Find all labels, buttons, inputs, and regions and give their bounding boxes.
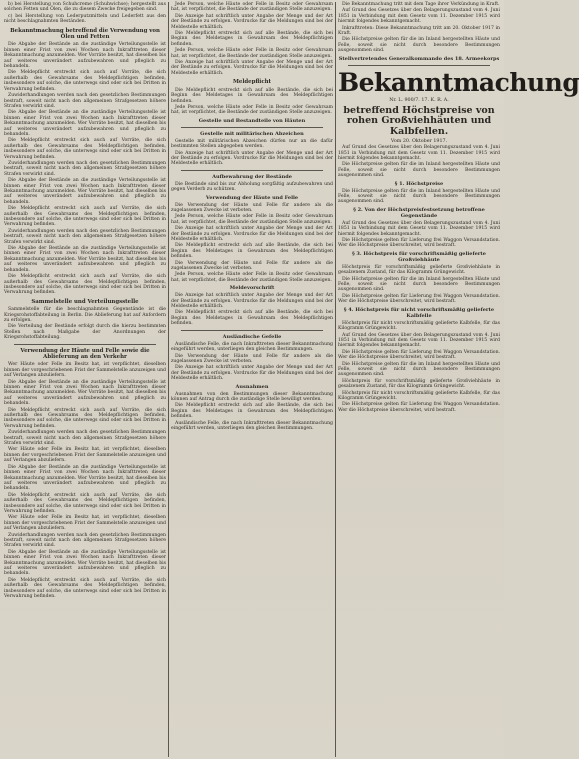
paragraph: Gestelle mit militärischen Abzeichen dürfen nur an die dafür bestimmten Stellen abgegeben werden. <box>171 138 333 150</box>
paragraph: Zuwiderhandlungen werden nach den gesetzlichen Bestimmungen bestraft, soweit nicht nach den allgemeinen Strafgesetzen höhere Strafen verwirkt sind. <box>4 160 166 177</box>
signature-line: Stellvertretendes Generalkommando des 18. Armeekorps <box>338 55 500 62</box>
paragraph: Die Höchstpreise gelten für die im Inland hergestellten Häute und Felle, soweit sie nicht durch besondere Bestimmungen ausgenommen sind. <box>338 361 500 378</box>
paragraph: Die Meldepflicht erstreckt sich auch auf Vorräte, die sich außerhalb des Gewahrsams des Meldepflichtigen befinden, insbesondere auf solche, die unterwegs sind oder sich bei Dritten in Verwahrung befinden. <box>4 577 166 600</box>
paragraph: Die Höchstpreise gelten für die im Inland hergestellten Häute und Felle, soweit sie nicht durch besondere Bestimmungen ausgenommen sind. <box>338 276 500 293</box>
paragraph: Die Anzeige hat schriftlich unter Angabe der Menge und der Art der Bestände zu erfolgen. Vordrucke für die Meldungen sind bei der Meldestelle erhältlich. <box>171 365 333 382</box>
divider <box>14 344 156 345</box>
paragraph: Die Abgabe der Bestände an die zuständige Verteilungsstelle ist binnen einer Frist von zwei Wochen nach Inkrafttreten dieser Bekanntmachung anzumelden. Wer Vorräte besitzt, hat dieselben bis auf weiteres unverändert aufzubewahren und pfleglich zu behandeln. <box>4 110 166 137</box>
paragraph: Jede Person, welche Häute oder Felle in Besitz oder Gewahrsam hat, ist verpflichtet, die Bestände der zuständigen Stelle anzuzeigen. <box>171 272 333 283</box>
paragraph: Die Meldepflicht erstreckt sich auch auf Vorräte, die sich außerhalb des Gewahrsams des Meldepflichtigen befinden, insbesondere auf solche, die unterwegs sind oder sich bei Dritten in Verwahrung befinden. <box>4 70 166 92</box>
right-column <box>338 2 579 757</box>
paragraph: Die Höchstpreise gelten für die im Inland hergestellten Häute und Felle, soweit sie nicht durch besondere Bestimmungen ausgenommen sind. <box>338 162 500 179</box>
paragraph: Die Verwendung der Häute und Felle für andere als die zugelassenen Zwecke ist verboten. <box>171 353 333 364</box>
left-column <box>4 2 166 757</box>
announcement-number: Nr. L. 900/7. 17. K. R. A. <box>389 97 449 103</box>
section-heading: Verwendung der Häute und Felle <box>205 194 299 201</box>
paragraph: Die Meldepflicht erstreckt sich auch auf Vorräte, die sich außerhalb des Gewahrsams des Meldepflichtigen befinden, insbesondere auf solche, die unterwegs sind oder sich bei Dritten in Verwahrung befinden. <box>4 274 166 296</box>
paragraph: Die Meldepflicht erstreckt sich auf alle Bestände, die sich bei Beginn des Meldetages in Gewahrsam des Meldepflichtigen befinden. <box>171 310 333 327</box>
paragraph: Auf Grund des Gesetzes über den Belagerungszustand vom 4. Juni 1851 in Verbindung mit dem Gesetz vom 11. Dezember 1915 wird hiermit folgendes bekanntgemacht. <box>338 220 500 237</box>
paragraph: Jede Person, welche Häute oder Felle in Besitz oder Gewahrsam hat, ist verpflichtet, die Bestände der zuständigen Stelle anzuzeigen. <box>171 104 333 116</box>
announcement-subtitle: betreffend Höchstpreise von rohen Großviehhäuten und Kalbfellen. <box>343 104 495 137</box>
paragraph: Die Abgabe der Bestände an die zuständige Verteilungsstelle ist binnen einer Frist von zwei Wochen nach Inkrafttreten dieser Bekanntmachung anzumelden. Wer Vorräte besitzt, hat dieselben bis auf weiteres unverändert aufzubewahren und pfleglich zu behandeln. <box>4 379 166 407</box>
paragraph: Höchstpreis für vorschriftsmäßig gelieferte Großviehhäute in gesalzenem Zustand, für das Kilogramm Grüngewicht. <box>338 378 500 390</box>
paragraph: Die Verwendung der Häute und Felle für andere als die zugelassenen Zwecke ist verboten. <box>171 202 333 213</box>
paragraph: Die Höchstpreise gelten für Lieferung frei Waggon Versandstation. Wer die Höchstpreise überschreitet, wird bestraft. <box>338 238 500 249</box>
section-heading: Meldevorschrift <box>229 285 275 292</box>
divider <box>348 65 490 66</box>
section-heading: Ausnahmen <box>235 383 269 390</box>
paragraph: Die Höchstpreise gelten für Lieferung frei Waggon Versandstation. Wer die Höchstpreise überschreitet, wird bestraft. <box>338 402 500 413</box>
paragraph: Sammelstelle für die beschlagnahmten Gegenstände ist die Kriegsrohstoffabteilung in Berlin. Die Ablieferung hat auf Anfordern zu erfolgen. <box>4 307 166 323</box>
paragraph: Die Verteilung der Bestände erfolgt durch die hierzu bestimmten Stellen nach Maßgabe der Anordnungen der Kriegsrohstoffabteilung. <box>4 324 166 341</box>
paragraph: Jede Person, welche Häute oder Felle in Besitz oder Gewahrsam hat, ist verpflichtet, die Bestände der zuständigen Stelle anzuzeigen. <box>171 214 333 225</box>
section-heading: Gestelle mit militärischen Abzeichen <box>200 130 304 137</box>
paragraph: c) bei Herstellung von Lederputzmitteln und Lederfett aus den nicht beschlagnahmten Beständen. <box>4 13 166 25</box>
paragraph: Die Meldepflicht erstreckt sich auf alle Bestände, die sich bei Beginn des Meldetages in Gewahrsam des Meldepflichtigen befinden. <box>171 87 333 104</box>
paragraph: Wer Häute oder Felle im Besitz hat, ist verpflichtet, dieselben binnen der vorgeschriebenen Frist der Sammelstelle anzuzeigen und auf Verlangen abzuliefern. <box>4 515 166 532</box>
section-heading: Verwendung der Häute und Felle sowie die Ablieferung an den Verkehr <box>20 347 150 360</box>
announcement-title: Bekanntmachung <box>338 67 579 97</box>
paragraph: Die Bestände sind bis zur Abholung sorgfältig aufzubewahren und gegen Verderb zu schützen. <box>171 181 333 193</box>
divider <box>181 330 323 331</box>
section-heading: § 2. Von der Höchstpreisfestsetzung betroffene Gegenstände <box>353 206 485 219</box>
paragraph: Höchstpreis für nicht vorschriftsmäßig gelieferte Kalbfelle, für das Kilogramm Grüngewicht. <box>338 390 500 401</box>
paragraph: Inkrafttreten: Diese Bekanntmachung tritt am 20. Oktober 1917 in Kraft. <box>338 25 500 37</box>
section-heading: § 3. Höchstpreis für vorschriftsmäßig gelieferte Großviehhäute <box>352 250 486 263</box>
paragraph: Zuwiderhandlungen werden nach den gesetzlichen Bestimmungen bestraft, soweit nicht nach den allgemeinen Strafgesetzen höhere Strafen verwirkt sind. <box>4 93 166 109</box>
section-heading: Sammelstelle und Verteilungsstelle <box>31 298 139 305</box>
paragraph: Die Abgabe der Bestände an die zuständige Verteilungsstelle ist binnen einer Frist von zwei Wochen nach Inkrafttreten dieser Bekanntmachung anzumelden. Wer Vorräte besitzt, hat dieselben bis auf weiteres unverändert aufzubewahren und pfleglich zu behandeln. <box>4 549 166 577</box>
divider <box>181 127 323 128</box>
paragraph: Ausländische Felle, die nach Inkrafttreten dieser Bekanntmachung eingeführt werden, unterliegen den gleichen Bestimmungen. <box>171 420 333 431</box>
section-heading: Aufbewahrung der Bestände <box>212 173 292 180</box>
paragraph: Die Anzeige hat schriftlich unter Angabe der Menge und der Art der Bestände zu erfolgen. Vordrucke für die Meldungen sind bei der Meldestelle erhältlich. <box>171 13 333 30</box>
paragraph: Jede Person, welche Häute oder Felle in Besitz oder Gewahrsam hat, ist verpflichtet, die Bestände der zuständigen Stelle anzuzeigen. <box>171 48 333 59</box>
paragraph: Die Anzeige hat schriftlich unter Angabe der Menge und der Art der Bestände zu erfolgen. Vordrucke für die Meldungen sind bei der Meldestelle erhältlich. <box>171 150 333 167</box>
section-heading: § 1. Höchstpreise <box>394 180 444 187</box>
section-heading: Meldepflicht <box>232 79 272 86</box>
paragraph: Höchstpreis für vorschriftsmäßig gelieferte Großviehhäute in gesalzenem Zustand, für das Kilogramm Grüngewicht. <box>338 264 500 276</box>
paragraph: Die Meldepflicht erstreckt sich auf alle Bestände, die sich bei Beginn des Meldetages in Gewahrsam des Meldepflichtigen befinden. <box>171 243 333 260</box>
paragraph: Zuwiderhandlungen werden nach den gesetzlichen Bestimmungen bestraft, soweit nicht nach den allgemeinen Strafgesetzen höhere Strafen verwirkt sind. <box>4 532 166 549</box>
section-heading: Gestelle und Bestandteile von Häuten <box>198 117 306 124</box>
paragraph: Die Höchstpreise gelten für Lieferung frei Waggon Versandstation. Wer die Höchstpreise überschreitet, wird bestraft. <box>338 349 500 361</box>
paragraph: Zuwiderhandlungen werden nach den gesetzlichen Bestimmungen bestraft, soweit nicht nach den allgemeinen Strafgesetzen höhere Strafen verwirkt sind. <box>4 228 166 245</box>
column-divider <box>335 2 336 757</box>
paragraph: Die Anzeige hat schriftlich unter Angabe der Menge und der Art der Bestände zu erfolgen. Vordrucke für die Meldungen sind bei der Meldestelle erhältlich. <box>171 60 333 76</box>
paragraph: Die Höchstpreise gelten für Lieferung frei Waggon Versandstation. Wer die Höchstpreise überschreitet, wird bestraft. <box>338 293 500 305</box>
middle-column <box>171 2 333 757</box>
paragraph: Die Meldepflicht erstreckt sich auch auf Vorräte, die sich außerhalb des Gewahrsams des Meldepflichtigen befinden, insbesondere auf solche, die unterwegs sind oder sich bei Dritten in Verwahrung befinden. <box>4 407 166 429</box>
paragraph: Wer Häute oder Felle im Besitz hat, ist verpflichtet, dieselben binnen der vorgeschriebenen Frist der Sammelstelle anzuzeigen und auf Verlangen abzuliefern. <box>4 362 166 379</box>
paragraph: Die Abgabe der Bestände an die zuständige Verteilungsstelle ist binnen einer Frist von zwei Wochen nach Inkrafttreten dieser Bekanntmachung anzumelden. Wer Vorräte besitzt, hat dieselben bis auf weiteres unverändert aufzubewahren und pfleglich zu behandeln. <box>4 464 166 492</box>
paragraph: Die Meldepflicht erstreckt sich auch auf Vorräte, die sich außerhalb des Gewahrsams des Meldepflichtigen befinden, insbesondere auf solche, die unterwegs sind oder sich bei Dritten in Verwahrung befinden. <box>4 138 166 160</box>
paragraph: Die Anzeige hat schriftlich unter Angabe der Menge und der Art der Bestände zu erfolgen. Vordrucke für die Meldungen sind bei der Meldestelle erhältlich. <box>171 293 333 310</box>
paragraph: Zuwiderhandlungen werden nach den gesetzlichen Bestimmungen bestraft, soweit nicht nach den allgemeinen Strafgesetzen höhere Strafen verwirkt sind. <box>4 430 166 447</box>
paragraph: b) bei Herstellung von Schuhcreme (Schuhwichse); hergestellt aus solchen Fetten und Ölen, die zu diesem Zwecke freigegeben sind. <box>4 2 166 13</box>
paragraph: Die Anzeige hat schriftlich unter Angabe der Menge und der Art der Bestände zu erfolgen. Vordrucke für die Meldungen sind bei der Meldestelle erhältlich. <box>171 226 333 242</box>
paragraph: Ausnahmen von den Bestimmungen dieser Bekanntmachung können auf Antrag durch die zuständige Stelle bewilligt werden. <box>171 391 333 402</box>
announcement-date: Vom 20. Oktober 1917. <box>390 139 448 145</box>
paragraph: Höchstpreis für nicht vorschriftsmäßig gelieferte Kalbfelle, für das Kilogramm Grüngewicht. <box>338 320 500 332</box>
paragraph: Auf Grund des Gesetzes über den Belagerungszustand vom 4. Juni 1851 in Verbindung mit dem Gesetz vom 11. Dezember 1915 wird hiermit folgendes bekanntgemacht. <box>338 8 500 25</box>
paragraph: Die Bekanntmachung tritt mit dem Tage ihrer Verkündung in Kraft. <box>342 2 500 7</box>
column-divider <box>168 2 169 757</box>
paragraph: Die Verwendung der Häute und Felle für andere als die zugelassenen Zwecke ist verboten. <box>171 260 333 272</box>
paragraph: Auf Grund des Gesetzes über den Belagerungszustand vom 4. Juni 1851 in Verbindung mit dem Gesetz vom 11. Dezember 1915 wird hiermit folgendes bekanntgemacht. <box>338 145 500 161</box>
paragraph: Die Höchstpreise gelten für die im Inland hergestellten Häute und Felle, soweit sie nicht durch besondere Bestimmungen ausgenommen sind. <box>338 37 500 54</box>
paragraph: Auf Grund des Gesetzes über den Belagerungszustand vom 4. Juni 1851 in Verbindung mit dem Gesetz vom 11. Dezember 1915 wird hiermit folgendes bekanntgemacht. <box>338 332 500 349</box>
paragraph: Wer Häute oder Felle im Besitz hat, ist verpflichtet, dieselben binnen der vorgeschriebenen Frist der Sammelstelle anzuzeigen und auf Verlangen abzuliefern. <box>4 447 166 464</box>
paragraph: Die Höchstpreise gelten für die im Inland hergestellten Häute und Felle, soweit sie nicht durch besondere Bestimmungen ausgenommen sind. <box>338 188 500 205</box>
paragraph: Die Meldepflicht erstreckt sich auch auf Vorräte, die sich außerhalb des Gewahrsams des Meldepflichtigen befinden, insbesondere auf solche, die unterwegs sind oder sich bei Dritten in Verwahrung befinden. <box>4 206 166 228</box>
paragraph: Jede Person, welche Häute oder Felle in Besitz oder Gewahrsam hat, ist verpflichtet, die Bestände der zuständigen Stelle anzuzeigen. <box>171 2 333 13</box>
paragraph: Die Abgabe der Bestände an die zuständige Verteilungsstelle ist binnen einer Frist von zwei Wochen nach Inkrafttreten dieser Bekanntmachung anzumelden. Wer Vorräte besitzt, hat dieselben bis auf weiteres unverändert aufzubewahren und pfleglich zu behandeln. <box>4 42 166 70</box>
paragraph: Die Meldepflicht erstreckt sich auf alle Bestände, die sich bei Beginn des Meldetages in Gewahrsam des Meldepflichtigen befinden. <box>171 31 333 47</box>
paragraph: Ausländische Felle, die nach Inkrafttreten dieser Bekanntmachung eingeführt werden, unterliegen den gleichen Bestimmungen. <box>171 341 333 353</box>
section-heading: § 4. Höchstpreis für nicht vorschriftsmäßig gelieferte Kalbfelle <box>343 306 495 319</box>
paragraph: Die Meldepflicht erstreckt sich auch auf Vorräte, die sich außerhalb des Gewahrsams des Meldepflichtigen befinden, insbesondere auf solche, die unterwegs sind oder sich bei Dritten in Verwahrung befinden. <box>4 492 166 514</box>
paragraph: Die Abgabe der Bestände an die zuständige Verteilungsstelle ist binnen einer Frist von zwei Wochen nach Inkrafttreten dieser Bekanntmachung anzumelden. Wer Vorräte besitzt, hat dieselben bis auf weiteres unverändert aufzubewahren und pfleglich zu behandeln. <box>4 246 166 273</box>
paragraph: Die Abgabe der Bestände an die zuständige Verteilungsstelle ist binnen einer Frist von zwei Wochen nach Inkrafttreten dieser Bekanntmachung anzumelden. Wer Vorräte besitzt, hat dieselben bis auf weiteres unverändert aufzubewahren und pfleglich zu behandeln. <box>4 178 166 205</box>
section-heading: Bekanntmachung betreffend die Verwendung von Ölen und Fetten <box>10 27 160 41</box>
section-heading: Ausländische Gefelle <box>222 333 282 340</box>
paragraph: Die Meldepflicht erstreckt sich auf alle Bestände, die sich bei Beginn des Meldetages in Gewahrsam des Meldepflichtigen befinden. <box>171 403 333 420</box>
divider <box>181 170 323 171</box>
